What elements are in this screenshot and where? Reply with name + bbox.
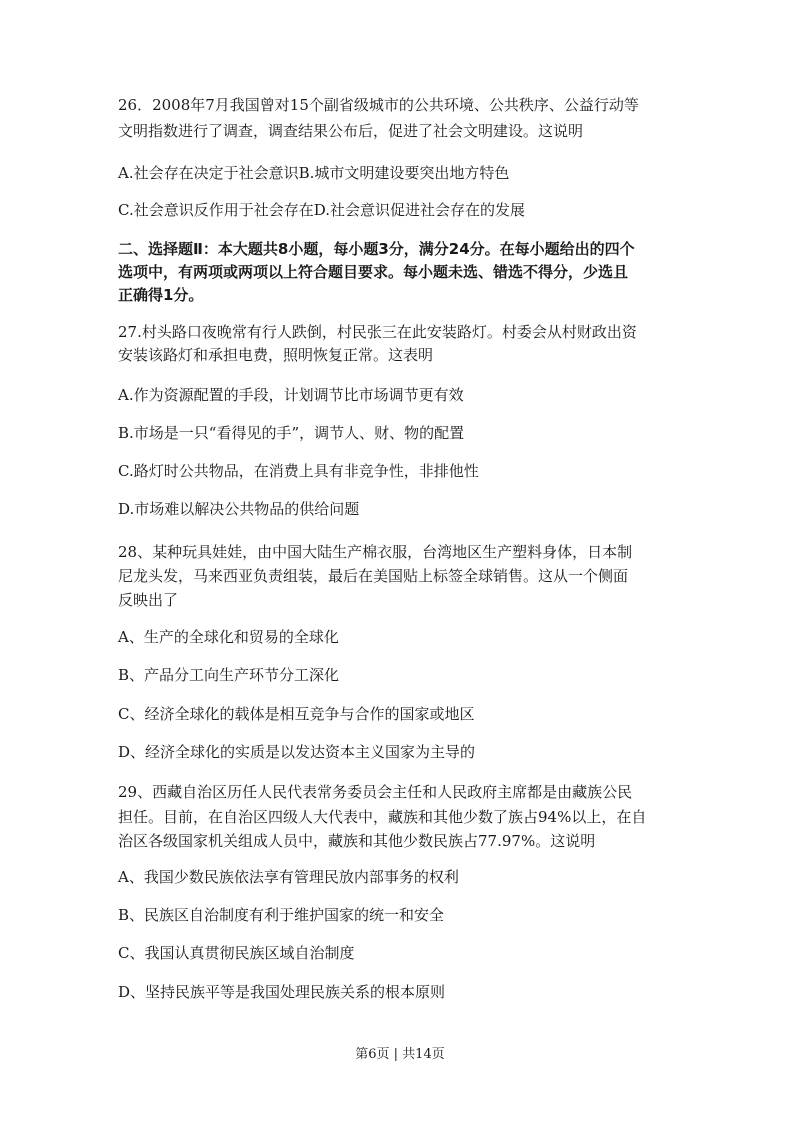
q29-option-c: C、我国认真贯彻民族区域自治制度 <box>118 944 355 962</box>
q27-option-d: D.市场难以解决公共物品的供给问题 <box>118 500 360 518</box>
q26-options-ab: A.社会存在决定于社会意识B.城市文明建设要突出地方特色 <box>118 164 510 182</box>
q28-stem-line-1: 28、某种玩具娃娃，由中国大陆生产棉衣服，台湾地区生产塑料身体，日本制 <box>118 543 633 561</box>
q27-stem-line-2: 安装该路灯和承担电费，照明恢复正常。这表明 <box>118 346 434 364</box>
q27-option-a: A.作为资源配置的手段，计划调节比市场调节更有效 <box>118 386 464 404</box>
q27-option-c: C.路灯时公共物品，在消费上具有非竞争性，非排他性 <box>118 462 479 480</box>
q26-options-cd: C.社会意识反作用于社会存在D.社会意识促进社会存在的发展 <box>118 201 525 219</box>
q28-stem-line-2: 尼龙头发，马来西亚负责组装，最后在美国贴上标签全球销售。这从一个侧面 <box>118 567 629 585</box>
section2-instruction-line-2: 选项中，有两项或两项以上符合题目要求。每小题未选、错选不得分，少选且 <box>118 263 629 281</box>
page-number-footer: 第6页 | 共14页 <box>355 1047 445 1062</box>
section2-instruction-line-3: 正确得1分。 <box>118 286 204 304</box>
q26-stem-line-2: 文明指数进行了调查，调查结果公布后，促进了社会文明建设。这说明 <box>118 122 584 140</box>
q28-option-a: A、生产的全球化和贸易的全球化 <box>118 628 339 646</box>
q28-option-c: C、经济全球化的载体是相互竞争与合作的国家或地区 <box>118 705 475 723</box>
section2-instruction-line-1: 二、选择题Ⅱ：本大题共8小题，每小题3分，满分24分。在每小题给出的四个 <box>118 240 635 258</box>
q29-stem-line-1: 29、西藏自治区历任人民代表常务委员会主任和人民政府主席都是由藏族公民 <box>118 783 633 801</box>
q29-option-b: B、民族区自治制度有利于维护国家的统一和安全 <box>118 906 445 924</box>
q27-option-b: B.市场是一只“看得见的手”，调节人、财、物的配置 <box>118 424 465 442</box>
q29-stem-line-3: 治区各级国家机关组成人员中，藏族和其他少数民族占77.97%。这说明 <box>118 832 596 850</box>
q28-option-b: B、产品分工向生产环节分工深化 <box>118 666 340 684</box>
q26-stem-line-1: 26．2008年7月我国曾对15个副省级城市的公共环境、公共秩序、公益行动等 <box>118 96 639 114</box>
q29-option-d: D、坚持民族平等是我国处理民族关系的根本原则 <box>118 983 446 1001</box>
q27-stem-line-1: 27.村头路口夜晚常有行人跌倒，村民张三在此安装路灯。村委会从村财政出资 <box>118 323 637 341</box>
q29-stem-line-2: 担任。目前，在自治区四级人大代表中，藏族和其他少数了族占94%以上，在自 <box>118 808 647 826</box>
q28-option-d: D、经济全球化的实质是以发达资本主义国家为主导的 <box>118 743 476 761</box>
q29-option-a: A、我国少数民族依法享有管理民放内部事务的权利 <box>118 868 459 886</box>
q28-stem-line-3: 反映出了 <box>118 591 179 609</box>
